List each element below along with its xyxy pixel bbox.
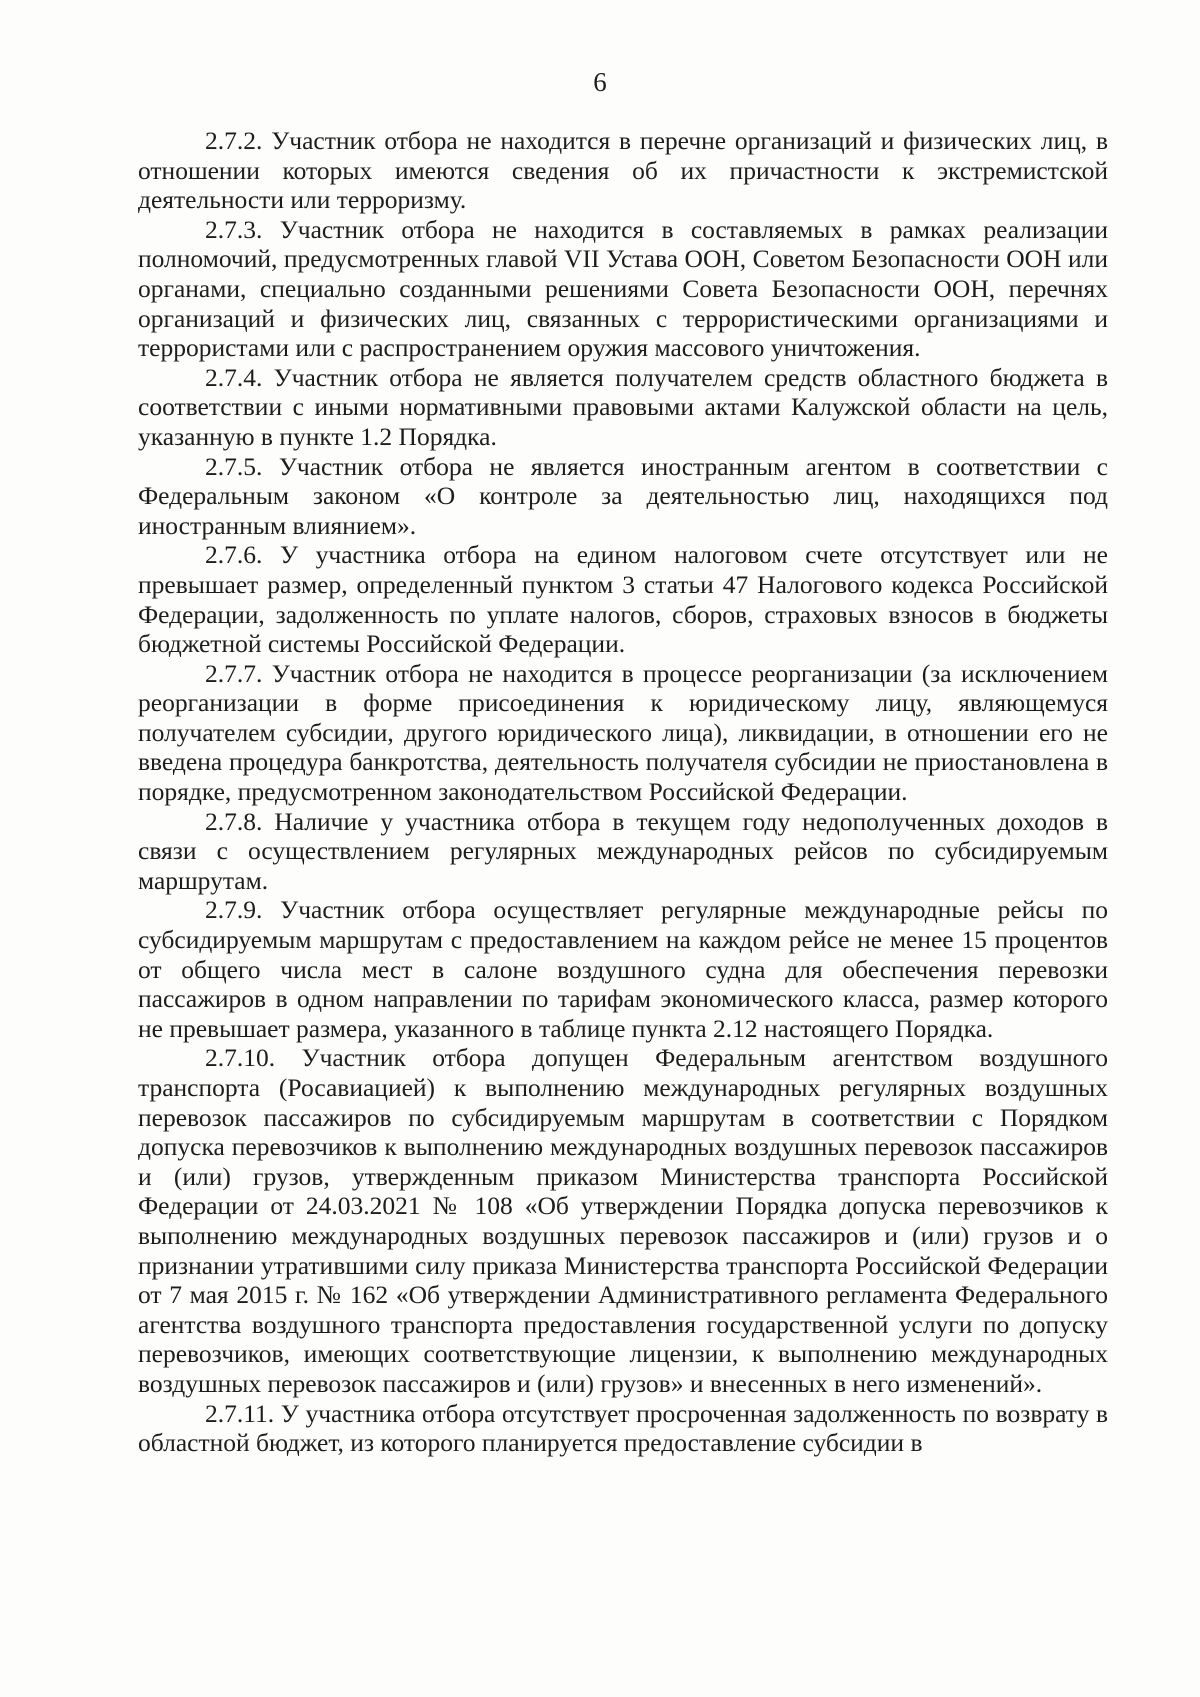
paragraph-2-7-9: 2.7.9. Участник отбора осуществляет регулярные международные рейсы по субсидируемым маршрутам с предоставлением на каждом рейсе не менее 15 процентов от общего числа мест в салоне воздушного судна для обеспечения перевозки пассажиров в одном направлении по тарифам экономического класса, размер которого не превышает размера, указанного в таблице пункта 2.12 настоящего Порядка. (138, 895, 1108, 1043)
paragraph-2-7-7: 2.7.7. Участник отбора не находится в процессе реорганизации (за исключением реорганизации в форме присоединения к юридическому лицу, являющемуся получателем субсидии, другого юридического лица), ликвидации, в отношении его не введена процедура банкротства, деятельность получателя субсидии не приостановлена в порядке, предусмотренном законодательством Российской Федерации. (138, 658, 1108, 807)
paragraph-2-7-6: 2.7.6. У участника отбора на едином налоговом счете отсутствует или не превышает размер, определенный пунктом 3 статьи 47 Налогового кодекса Российской Федерации, задолженность по уплате налогов, сборов, страховых взносов в бюджеты бюджетной системы Российской Федерации. (138, 540, 1108, 659)
page-number: 6 (593, 67, 607, 97)
paragraph-2-7-2: 2.7.2. Участник отбора не находится в перечне организаций и физических лиц, в отношении которых имеются сведения об их причастности к экстремистской деятельности или терроризму. (138, 126, 1108, 215)
paragraph-2-7-4: 2.7.4. Участник отбора не является получателем средств областного бюджета в соответствии с иными нормативными правовыми актами Калужской области на цель, указанную в пункте 1.2 Порядка. (138, 362, 1108, 451)
paragraph-2-7-11: 2.7.11. У участника отбора отсутствует просроченная задолженность по возврату в областной бюджет, из которого планируется предоставление субсидии в (138, 1398, 1108, 1458)
paragraph-2-7-10: 2.7.10. Участник отбора допущен Федеральным агентством воздушного транспорта (Росавиацией) к выполнению международных регулярных воздушных перевозок пассажиров по субсидируемым маршрутам в соответствии с Порядком допуска перевозчиков к выполнению международных воздушных перевозок пассажиров и (или) грузов, утвержденным приказом Министерства транспорта Российской Федерации от 24.03.2021 № 108 «Об утверждении Порядка допуска перевозчиков к выполнению международных воздушных перевозок пассажиров и (или) грузов и о признании утратившими силу приказа Министерства транспорта Российской Федерации от 7 мая 2015 г. № 162 «Об утверждении Административного регламента Федерального агентства воздушного транспорта предоставления государственной услуги по допуску перевозчиков, имеющих соответствующие лицензии, к выполнению международных воздушных перевозок пассажиров и (или) грузов» и внесенных в него изменений». (138, 1043, 1108, 1398)
paragraph-2-7-8: 2.7.8. Наличие у участника отбора в текущем году недополученных доходов в связи с осуществлением регулярных международных рейсов по субсидируемым маршрутам. (138, 806, 1108, 895)
paragraph-2-7-3: 2.7.3. Участник отбора не находится в составляемых в рамках реализации полномочий, предусмотренных главой VII Устава ООН, Советом Безопасности ООН или органами, специально созданными решениями Совета Безопасности ООН, перечнях организаций и физических лиц, связанных с террористическими организациями и террористами или с распространением оружия массового уничтожения. (138, 214, 1108, 363)
paragraph-2-7-5: 2.7.5. Участник отбора не является иностранным агентом в соответствии с Федеральным законом «О контроле за деятельностью лиц, находящихся под иностранным влиянием». (138, 451, 1108, 540)
document-body (138, 126, 1108, 1458)
